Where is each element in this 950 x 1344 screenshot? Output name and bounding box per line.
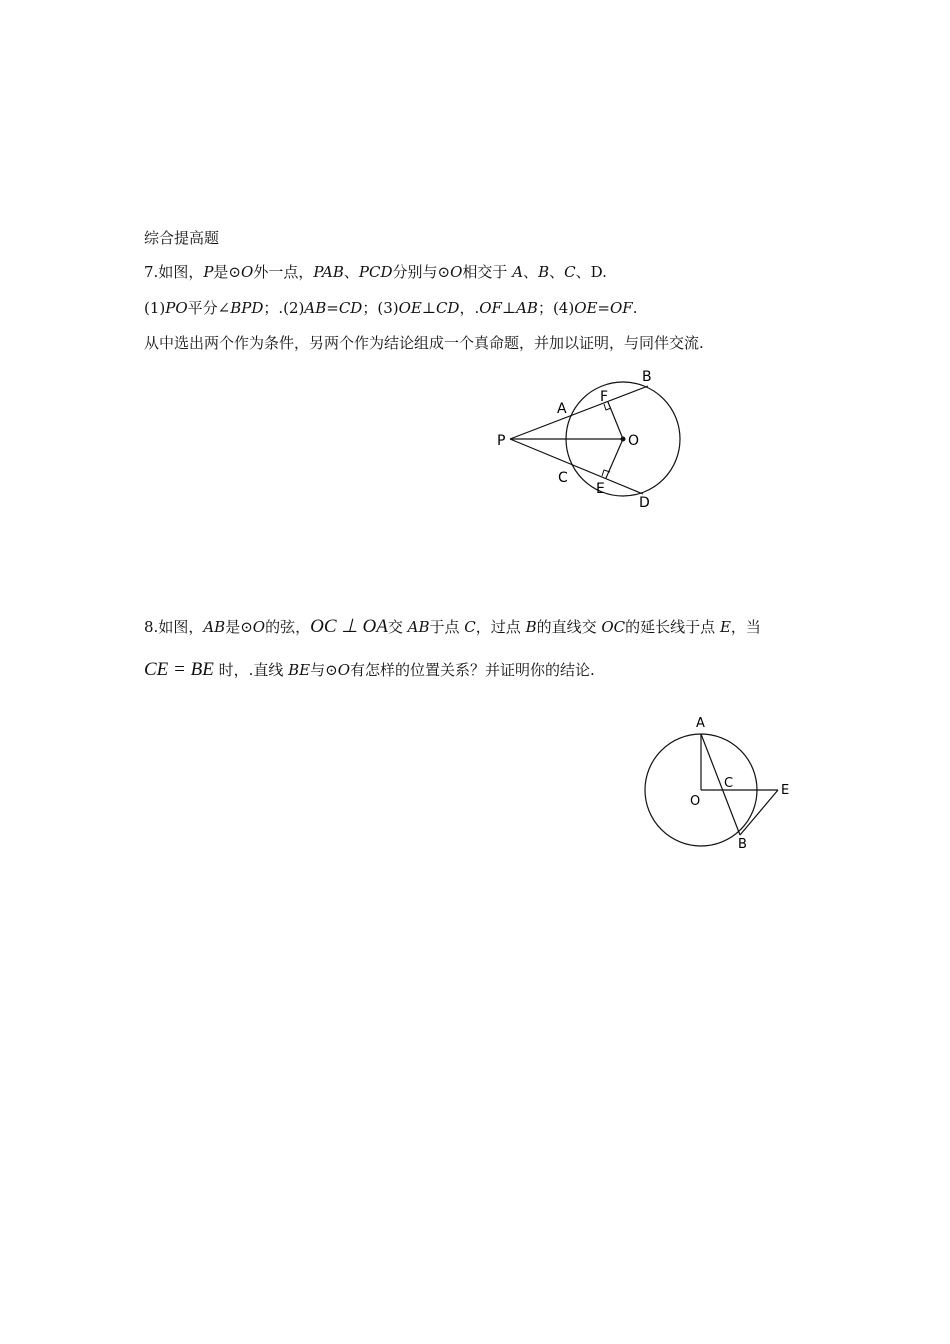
q7-line-pcd [510,439,643,494]
section-title: 综合提高题 [144,229,220,247]
q7-line-of [608,402,623,439]
q8-line-be [740,790,778,835]
q8-figure [630,710,810,860]
q7-line-pab [510,386,648,439]
q7-figure [480,360,700,520]
q8-math-oc-perp-oa: OC ⊥ OA [310,616,388,637]
q8-line2: CE = BE 时，.直线 BE与⊙O有怎样的位置关系？并证明你的结论. [144,659,595,680]
q8-label-o: O [690,794,701,809]
q7-line2: (1)PO平分∠BPD；.(2)AB=CD；(3)OE⊥CD，.OF⊥AB；(4)OE=OF. [144,299,638,317]
q7-label-a: A [557,401,567,417]
q8-label-c: C [724,776,734,791]
q7-label-d: D [639,495,650,511]
q8-line1: 8.如图，AB是⊙O的弦，OC ⊥ OA交 AB于点 C，过点 B的直线交 OC的延长线于点 E，当 [144,616,761,637]
q7-center-dot [621,437,626,442]
q8-label-b: B [738,837,747,852]
q7-label-f: F [600,389,609,405]
q7-label-b: B [642,369,652,385]
q8-math-ce-eq-be: CE = BE [144,659,214,680]
q8-line-ab [701,734,740,835]
q7-line3: 从中选出两个作为条件，另两个作为结论组成一个真命题，并加以证明，与同伴交流. [144,334,704,352]
q8-label-a: A [696,716,705,731]
q7-label-c: C [558,470,568,486]
q7-label-p: P [497,433,506,449]
q7-line1: 7.如图，P是⊙O外一点，PAB、PCD分别与⊙O相交于 A、B、C、D. [144,263,607,281]
q8-label-e: E [781,783,790,798]
q7-label-e: E [596,481,605,497]
q7-label-o: O [628,433,640,449]
q7-line-oe [606,439,623,478]
